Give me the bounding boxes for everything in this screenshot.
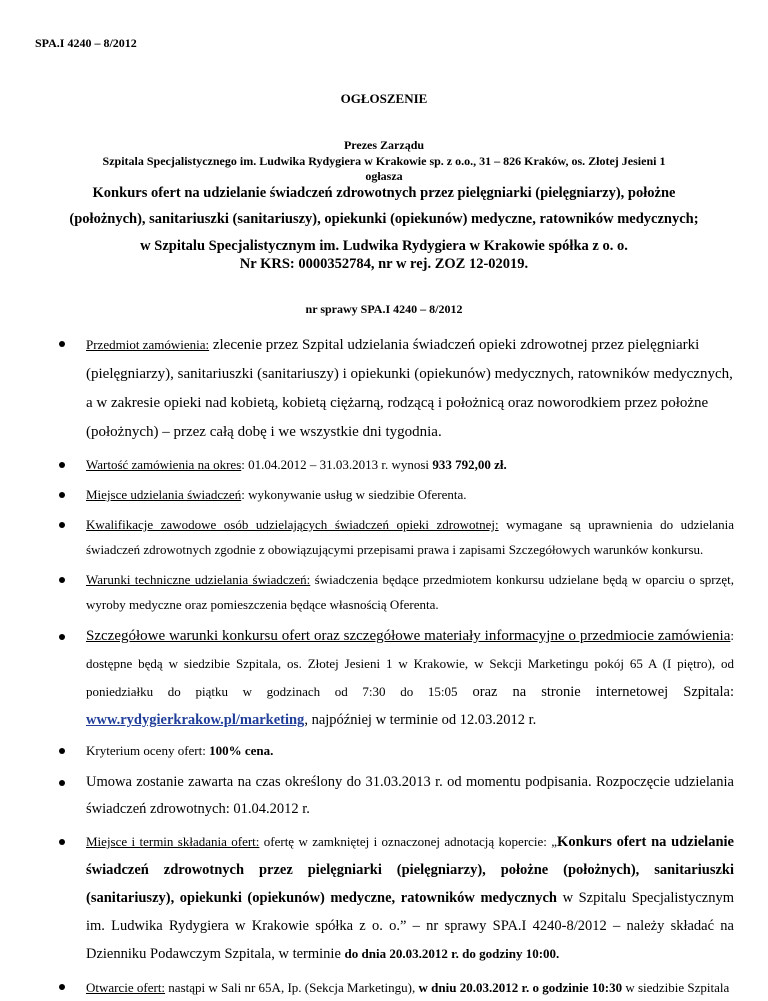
details-text-2: oraz na stronie internetowej Szpitala:	[457, 684, 734, 700]
announcement-heading: OGŁOSZENIE	[340, 91, 428, 106]
technical-label: Warunki techniczne udzielania świadczeń:	[86, 572, 311, 587]
item-value	[0, 452, 768, 477]
item-opening	[0, 974, 768, 1001]
bullet-icon	[59, 634, 65, 640]
details-text-1: : dostępne będą w siedzibie Szpitala, os. Złotej Jesieni 1 w Krakowie, w Sekcji Marketingu pokój 65 A (I piętro), od poniedziałku do piątku w godzinach od 7:30 do 15:05	[86, 628, 734, 699]
submission-text-1: ofertę w zamkniętej i oznaczonej adnotacją kopercie: „	[259, 834, 558, 849]
announcement-items	[0, 330, 768, 1001]
bullet-icon	[59, 839, 65, 845]
title-line-2: (położnych), sanitariuszki (sanitariuszy), opiekunki (opiekunów) medyczne, ratowników medycznych;	[69, 211, 699, 227]
reference-number: SPA.I 4240 – 8/2012	[35, 36, 137, 50]
hospital-line: Szpitala Specjalistycznego im. Ludwika Rydygiera w Krakowie sp. z o.o., 31 – 826 Kraków, os. Złotej Jesieni 1	[102, 154, 666, 168]
criterion-value: 100% cena.	[209, 743, 274, 758]
opening-date: w dniu 20.03.2012 r. o godzinie 10:30	[418, 980, 623, 995]
bullet-icon	[59, 462, 65, 468]
opening-text-1: nastąpi w Sali nr 65A, Ip. (Sekcja Marketingu),	[165, 980, 419, 995]
submission-bold-1: Konkurs ofert na udzielanie świadczeń zdrowotnych przez pielęgniarki (pielęgniarzy), położne (położnych), sanitariuszki (sanitariuszy), opiekunki (opiekunów) medyczne, ratowników medycznych	[86, 834, 734, 906]
bullet-icon	[59, 984, 65, 990]
value-label: Wartość zamówienia na okres	[86, 457, 242, 472]
item-criterion	[0, 738, 768, 763]
announces-line: ogłasza	[365, 169, 403, 183]
bullet-icon	[59, 492, 65, 498]
subject-text: zlecenie przez Szpital udzielania świadczeń opieki zdrowotnej przez pielęgniarki (pielęgniarzy), sanitariuszki (sanitariuszy) i opiekunki (opiekunów) medycznych, ratowników medycznych, a w zakresie opieki nad kobietą, kobietą ciężarną, rodzącą i położnicą oraz noworodkiem przez położne (położnych) – przez całą dobę i we wszystkie dni tygodnia.	[86, 337, 733, 440]
item-technical	[0, 567, 768, 617]
opening-text-2: w siedzibie Szpitala	[622, 980, 730, 995]
submission-deadline: do dnia 20.03.2012 r. do godziny 10:00.	[344, 946, 560, 961]
submission-label: Miejsce i termin składania ofert:	[86, 834, 260, 849]
value-text: : 01.04.2012 – 31.03.2013 r. wynosi	[241, 457, 433, 472]
opening-label: Otwarcie ofert:	[86, 980, 166, 995]
bullet-icon	[59, 780, 65, 786]
case-number: nr sprawy SPA.I 4240 – 8/2012	[305, 302, 463, 316]
marketing-link[interactable]: www.rydygierkrakow.pl/marketing	[86, 712, 305, 728]
submission-text-2: w Szpitalu Specjalistycznym im. Ludwika Rydygiera w Krakowie spółka z o. o.” – nr sprawy SPA.I 4240-8/2012 – należy składać na Dzienniku Podawczym Szpitala, w terminie	[86, 890, 734, 962]
contract-text: Umowa zostanie zawarta na czas określony do 31.03.2013 r. od momentu podpisania. Rozpoczęcie udzielania świadczeń zdrowotnych: 01.04.2012 r.	[86, 774, 734, 817]
place-text: : wykonywanie usług w siedzibie Oferenta.	[241, 487, 467, 502]
item-contract	[0, 769, 768, 823]
place-label: Miejsce udzielania świadczeń	[86, 487, 242, 502]
item-place	[0, 482, 768, 507]
title-line-1: Konkurs ofert na udzielanie świadczeń zdrowotnych przez pielęgniarki (pielęgniarzy), położne	[92, 185, 676, 201]
bullet-icon	[59, 522, 65, 528]
qualifications-label: Kwalifikacje zawodowe osób udzielających świadczeń opieki zdrowotnej:	[86, 517, 499, 532]
details-label: Szczegółowe warunki konkursu ofert oraz szczegółowe materiały informacyjne o przedmiocie zamówienia	[86, 628, 731, 644]
title-line-4: Nr KRS: 0000352784, nr w rej. ZOZ 12-02019.	[239, 256, 529, 272]
item-qualifications	[0, 512, 768, 562]
subject-label: Przedmiot zamówienia:	[86, 337, 210, 352]
item-details	[0, 622, 768, 734]
details-text-3: , najpóźniej w terminie od 12.03.2012 r.	[304, 712, 537, 728]
title-line-3: w Szpitalu Specjalistycznym im. Ludwika Rydygiera w Krakowie spółka z o. o.	[140, 238, 628, 254]
item-submission	[0, 828, 768, 968]
qualifications-text: wymagane są uprawnienia do udzielania świadczeń zdrowotnych zgodnie z obowiązującymi przepisami prawa i zapisami Szczegółowych warunków konkursu.	[86, 517, 734, 557]
technical-text: świadczenia będące przedmiotem konkursu udzielane będą w oparciu o sprzęt, wyroby medyczne oraz pomieszczenia będące własnością Oferenta.	[86, 572, 734, 612]
president-line: Prezes Zarządu	[343, 138, 425, 152]
bullet-icon	[59, 748, 65, 754]
bullet-icon	[59, 577, 65, 583]
criterion-text: Kryterium oceny ofert:	[86, 743, 210, 758]
value-amount: 933 792,00 zł.	[432, 457, 507, 472]
bullet-icon	[59, 341, 65, 347]
item-subject	[0, 330, 768, 447]
